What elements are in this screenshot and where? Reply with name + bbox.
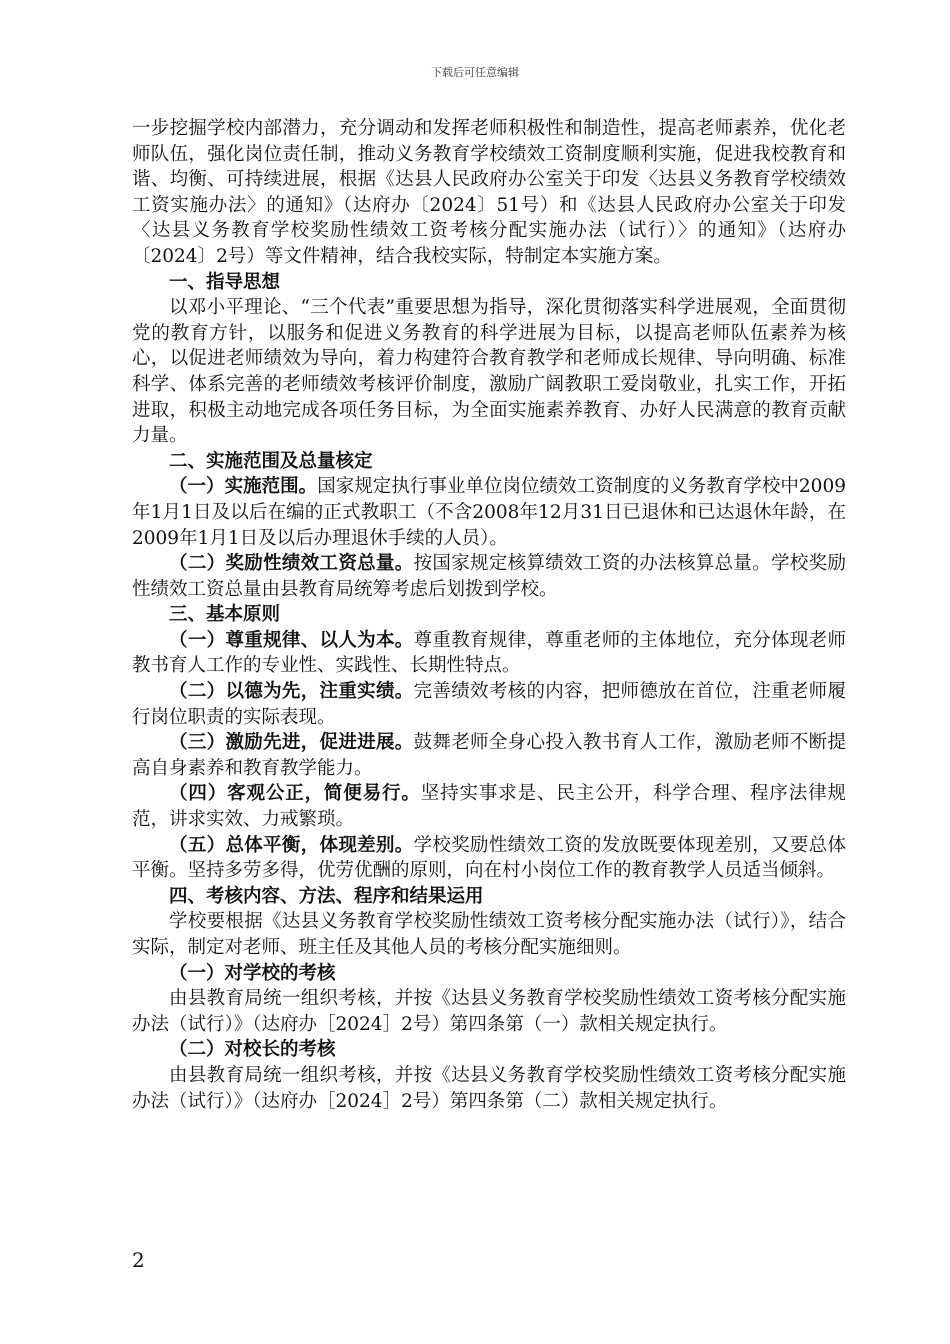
- paragraph-label: （二）奖励性绩效工资总量。: [169, 553, 414, 575]
- paragraph-text: 按国家规定核算绩效工资的办法核算总量。学校奖励性绩效工资总量由县教育局统筹考虑后划拨到学校。: [132, 553, 846, 600]
- principle-item: [132, 730, 846, 781]
- principle-label: （三）激励先进，促进进展。: [169, 732, 414, 754]
- section-4-heading: 四、考核内容、方法、程序和结果运用: [169, 885, 484, 907]
- principle-label: （五）总体平衡，体现差别。: [169, 834, 414, 856]
- section-1-body: 以邓小平理论、“三个代表”重要思想为指导，深化贯彻落实科学进展观，全面贯彻党的教育方针，以服务和促进义务教育的科学进展为目标，以提高老师队伍素养为核心，以促进老师绩效为导向，着力构建符合教育教学和老师成长规律、导向明确、标准科学、体系完善的老师绩效考核评价制度，激励广阔教职工爱岗敬业，扎实工作，开拓进取，积极主动地完成各项任务目标，为全面实施素养教育、办好人民满意的教育贡献力量。: [132, 297, 846, 447]
- page-header: 下载后可任意编辑: [431, 66, 519, 79]
- paragraph-label: （一）实施范围。: [169, 476, 318, 498]
- section-2-paragraph-2: [132, 551, 846, 602]
- section-4-sub-1-heading: （一）对学校的考核: [169, 962, 336, 984]
- principle-label: （一）尊重规律、以人为本。: [169, 629, 414, 651]
- principle-text: 鼓舞老师全身心投入教书育人工作，激励老师不断提高自身素养和教育教学能力。: [132, 732, 846, 779]
- principle-item: [132, 833, 846, 884]
- principle-label: （二）以德为先，注重实绩。: [169, 681, 414, 703]
- principle-item: [132, 679, 846, 730]
- section-2-paragraph-1: [132, 474, 846, 551]
- principle-text: 尊重教育规律，尊重老师的主体地位，充分体现老师教书育人工作的专业性、实践性、长期性特点。: [132, 629, 846, 677]
- section-4-sub-1-text: 由县教育局统一组织考核，并按《达县义务教育学校奖励性绩效工资考核分配实施办法（试行）》（达府办［2024］2号）第四条第（一）款相关规定执行。: [132, 988, 846, 1035]
- page-number: 2: [132, 1248, 145, 1272]
- principle-label: （四）客观公正，简便易行。: [169, 783, 421, 805]
- principle-text: 学校奖励性绩效工资的发放既要体现差别，又要总体平衡。坚持多劳多得，优劳优酬的原则，向在村小岗位工作的教育教学人员适当倾斜。: [132, 834, 846, 882]
- intro-paragraph: 一步挖掘学校内部潜力，充分调动和发挥老师积极性和制造性，提高老师素养，优化老师队伍，强化岗位责任制，推动义务教育学校绩效工资制度顺利实施，促进我校教育和谐、均衡、可持续进展，根据《达县人民政府办公室关于印发〈达县义务教育学校绩效工资实施办法〉的通知》（达府办〔2024〕51号）和《达县人民政府办公室关于印发〈达县义务教育学校奖励性绩效工资考核分配实施办法（试行）〉的通知》（达府办〔2024〕2号）等文件精神，结合我校实际，特制定本实施方案。: [132, 118, 846, 267]
- section-3-heading: 三、基本原则: [169, 604, 281, 626]
- section-2-heading: 二、实施范围及总量核定: [169, 450, 373, 472]
- principle-item: [132, 628, 846, 679]
- principle-item: [132, 781, 846, 832]
- principle-text: 坚持实事求是、民主公开，科学合理、程序法律规范，讲求实效、力戒繁琐。: [132, 783, 846, 831]
- paragraph-text: 国家规定执行事业单位岗位绩效工资制度的义务教育学校中2009年1月1日及以后在编的正式教职工（不含2008年12月31日已退休和已达退休年龄，在2009年1月1日及以后办理退休手续的人员）。: [132, 476, 846, 549]
- principle-text: 完善绩效考核的内容，把师德放在首位，注重老师履行岗位职责的实际表现。: [132, 681, 846, 728]
- section-4-sub-2-text: 由县教育局统一组织考核，并按《达县义务教育学校奖励性绩效工资考核分配实施办法（试行）》（达府办［2024］2号）第四条第（二）款相关规定执行。: [132, 1064, 846, 1112]
- document-body: [132, 116, 846, 1114]
- section-4-sub-2-heading: （二）对校长的考核: [169, 1039, 336, 1061]
- section-4-intro: 学校要根据《达县义务教育学校奖励性绩效工资考核分配实施办法（试行）》，结合实际，制定对老师、班主任及其他人员的考核分配实施细则。: [132, 911, 846, 958]
- section-1-heading: 一、指导思想: [169, 271, 281, 293]
